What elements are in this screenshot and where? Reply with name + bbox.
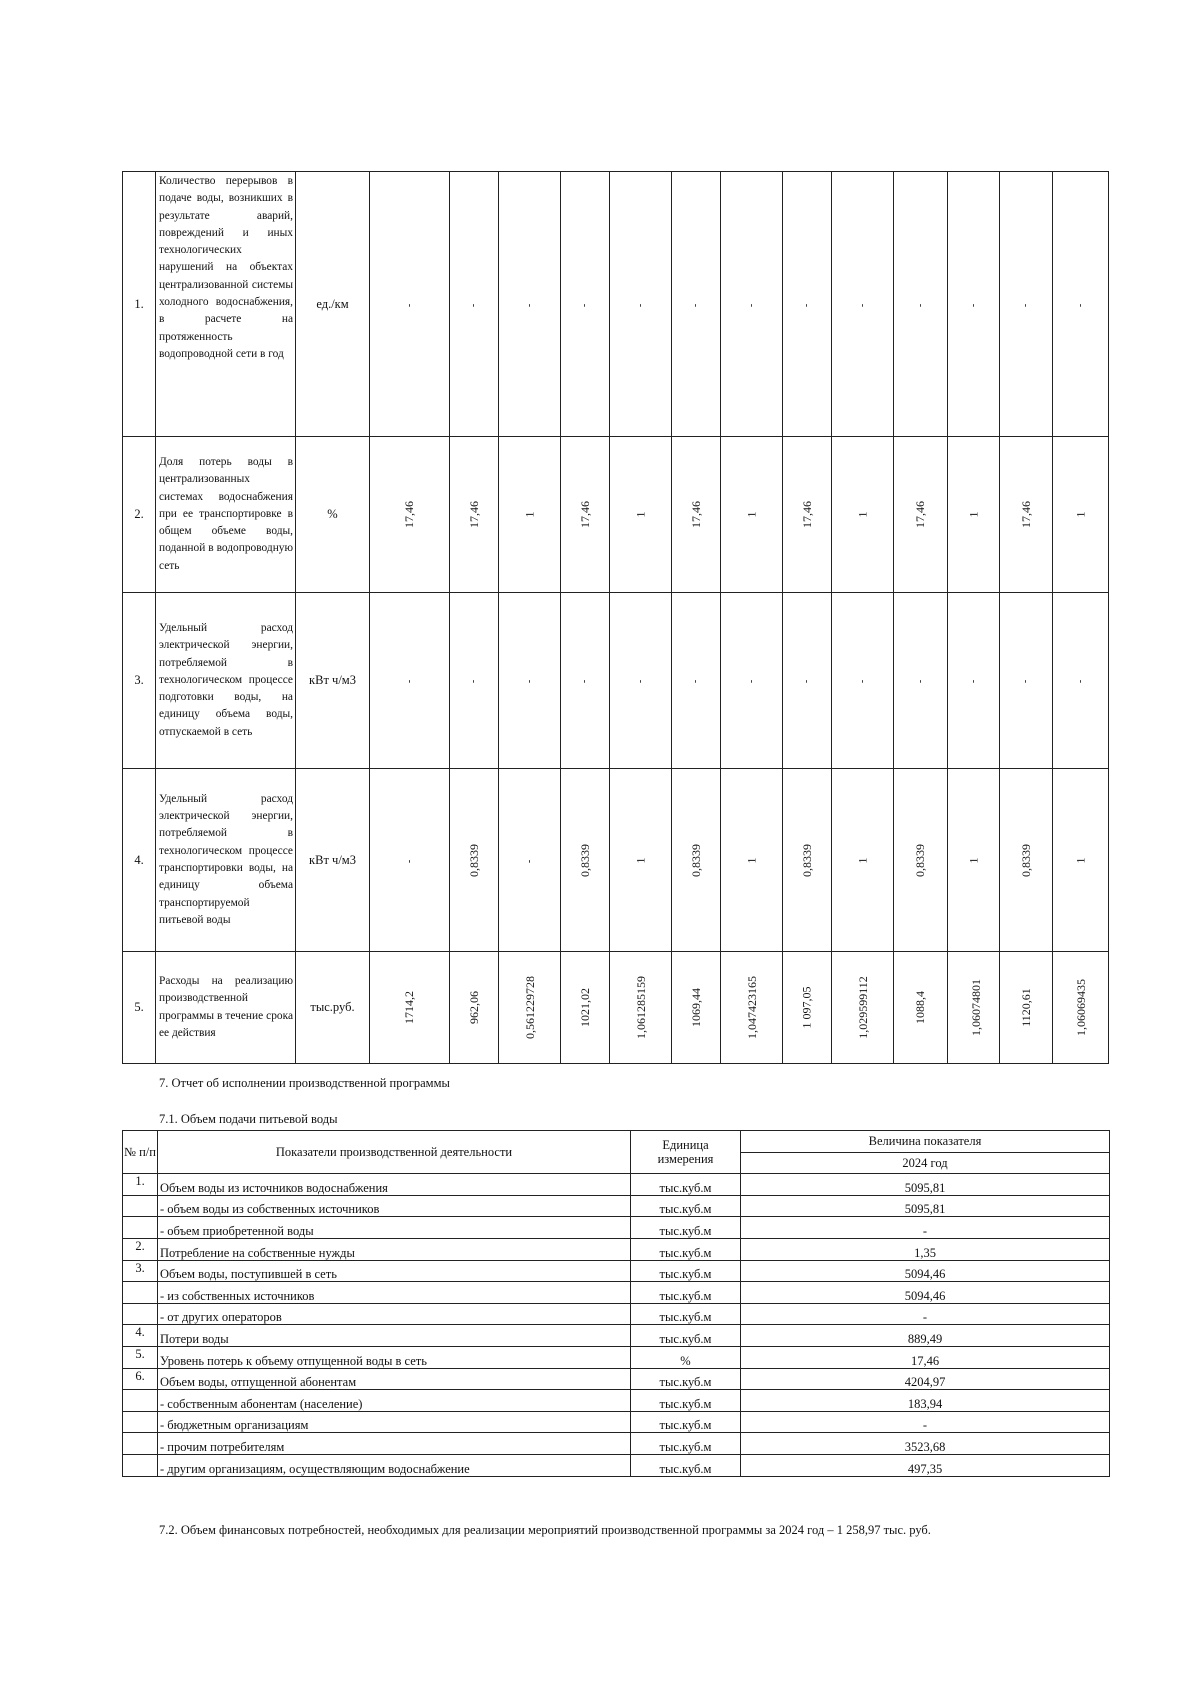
col-header-unit: Единица измерения	[631, 1131, 741, 1174]
indicator-value-cell	[721, 437, 783, 593]
indicator-value: 0,561229728	[523, 976, 537, 1039]
row-indicator: - прочим потребителям	[158, 1433, 631, 1455]
row-value: -	[741, 1303, 1110, 1325]
indicator-value-cell	[450, 172, 499, 437]
row-unit: тыс.куб.м	[631, 1433, 741, 1455]
water-row	[123, 1433, 1110, 1455]
indicator-unit: тыс.руб.	[296, 952, 370, 1064]
indicator-value-cell	[672, 437, 721, 593]
indicator-row	[123, 437, 1109, 593]
row-number: 5.	[123, 1346, 158, 1368]
indicator-name: Расходы на реализацию производственной программы в течение срока ее действия	[156, 952, 296, 1064]
indicator-value: 1	[744, 857, 758, 863]
indicator-value-cell	[948, 769, 1000, 952]
row-indicator: Объем воды из источников водоснабжения	[158, 1174, 631, 1196]
water-row	[123, 1411, 1110, 1433]
row-number	[123, 1195, 158, 1217]
water-row	[123, 1282, 1110, 1304]
indicator-value-cell	[1000, 437, 1053, 593]
indicator-value-cell	[561, 172, 610, 437]
indicator-value-cell	[832, 172, 894, 437]
indicator-value-cell	[450, 437, 499, 593]
indicator-value: 1088,4	[913, 991, 927, 1024]
row-value: 1,35	[741, 1238, 1110, 1260]
indicator-value-cell	[610, 172, 672, 437]
indicator-value: -	[1020, 679, 1032, 684]
indicator-value-cell	[948, 172, 1000, 437]
indicator-value-cell	[1053, 952, 1109, 1064]
water-supply-table	[122, 1130, 1110, 1477]
indicator-value: 1	[1073, 511, 1087, 518]
indicator-row	[123, 769, 1109, 952]
indicator-value: 17,46	[913, 501, 927, 528]
indicator-value: 1,061285159	[634, 976, 648, 1039]
indicator-value: 0,8339	[688, 843, 703, 877]
indicator-value: 17,46	[688, 501, 703, 528]
indicator-value: -	[857, 303, 868, 307]
indicator-value: -	[404, 679, 415, 684]
row-number	[123, 1390, 158, 1412]
indicators-table	[122, 171, 1109, 1064]
row-value: -	[741, 1217, 1110, 1239]
indicator-unit: кВт ч/м3	[296, 769, 370, 952]
row-unit: тыс.куб.м	[631, 1174, 741, 1196]
indicator-value-cell	[721, 593, 783, 769]
row-unit: тыс.куб.м	[631, 1390, 741, 1412]
row-number: 3.	[123, 593, 156, 769]
indicator-value-cell	[370, 769, 450, 952]
indicator-name: Количество перерывов в подаче воды, возникших в результате аварий, повреждений и иных технологических нарушений на объектах централизованной системы холодного водоснабжения, в расчете на протяженность водопроводной сети в год	[156, 172, 296, 437]
row-unit: тыс.куб.м	[631, 1368, 741, 1390]
indicator-name: Удельный расход электрической энергии, потребляемой в технологическом процессе транспортировки воды, на единицу объема транспортируемой питьевой воды	[156, 769, 296, 952]
indicator-value-cell	[370, 593, 450, 769]
indicator-value-cell	[1053, 437, 1109, 593]
indicator-row	[123, 952, 1109, 1064]
indicator-value-cell	[561, 437, 610, 593]
row-number: 2.	[123, 437, 156, 593]
indicator-value-cell	[499, 952, 561, 1064]
indicator-value-cell	[894, 769, 948, 952]
indicator-value: 17,46	[799, 501, 814, 528]
indicator-value-cell	[370, 172, 450, 437]
row-indicator: Потери воды	[158, 1325, 631, 1347]
water-row	[123, 1346, 1110, 1368]
indicator-value: -	[1020, 303, 1032, 307]
row-value: 4204,97	[741, 1368, 1110, 1390]
indicator-value-cell	[721, 952, 783, 1064]
indicator-value-cell	[450, 593, 499, 769]
indicator-value: -	[857, 679, 868, 684]
indicator-value-cell	[1053, 593, 1109, 769]
indicator-value: -	[968, 303, 979, 307]
indicator-value-cell	[499, 172, 561, 437]
water-row	[123, 1368, 1110, 1390]
indicator-value: 17,46	[1018, 501, 1033, 528]
indicator-value: 1,029599112	[855, 976, 870, 1039]
row-number	[123, 1411, 158, 1433]
water-row	[123, 1390, 1110, 1412]
row-value: 17,46	[741, 1346, 1110, 1368]
indicator-value: -	[915, 679, 926, 684]
indicator-value: -	[1075, 679, 1086, 684]
indicator-value-cell	[610, 593, 672, 769]
indicator-value: 1,06074801	[969, 979, 983, 1036]
indicator-unit: кВт ч/м3	[296, 593, 370, 769]
indicator-value-cell	[832, 593, 894, 769]
row-number: 5.	[123, 952, 156, 1064]
indicator-value: 1	[855, 857, 869, 863]
row-unit: тыс.куб.м	[631, 1303, 741, 1325]
row-number: 6.	[123, 1368, 158, 1390]
water-row	[123, 1174, 1110, 1196]
indicator-value: 0,8339	[799, 843, 814, 877]
indicator-value: -	[801, 303, 813, 307]
indicator-value-cell	[672, 593, 721, 769]
indicator-value-cell	[450, 769, 499, 952]
indicator-value-cell	[450, 952, 499, 1064]
indicator-value: 1120,61	[1018, 988, 1033, 1027]
indicator-value-cell	[499, 437, 561, 593]
row-indicator: - объем воды из собственных источников	[158, 1195, 631, 1217]
indicator-value-cell	[672, 172, 721, 437]
col-header-year: 2024 год	[741, 1152, 1110, 1174]
water-row	[123, 1303, 1110, 1325]
indicator-name: Доля потерь воды в централизованных системах водоснабжения при ее транспортировке в общем объеме воды, поданной в водопроводную сеть	[156, 437, 296, 593]
indicator-value: 17,46	[402, 501, 416, 528]
indicator-value: 1	[966, 511, 980, 518]
row-value: 5095,81	[741, 1195, 1110, 1217]
row-indicator: - другим организациям, осуществляющим водоснабжение	[158, 1454, 631, 1476]
row-unit: тыс.куб.м	[631, 1260, 741, 1282]
indicator-value: 1	[855, 511, 869, 518]
indicator-value: 962,06	[466, 991, 481, 1024]
row-number: 1.	[123, 1174, 158, 1196]
indicator-value: -	[524, 303, 535, 307]
row-indicator: Потребление на собственные нужды	[158, 1238, 631, 1260]
indicator-value: -	[468, 303, 480, 307]
indicator-value-cell	[948, 593, 1000, 769]
row-number	[123, 1303, 158, 1325]
indicator-value: 0,8339	[577, 843, 592, 877]
indicator-value-cell	[832, 437, 894, 593]
indicator-value-cell	[499, 593, 561, 769]
indicator-value: 1	[966, 857, 980, 863]
indicator-value: -	[690, 679, 702, 684]
indicator-value: -	[524, 859, 535, 863]
indicator-value-cell	[370, 952, 450, 1064]
indicator-value-cell	[832, 952, 894, 1064]
row-number	[123, 1454, 158, 1476]
indicator-value-cell	[672, 769, 721, 952]
indicator-value-cell	[948, 952, 1000, 1064]
section-7-2-text: 7.2. Объем финансовых потребностей, необходимых для реализации мероприятий производственной программы за 2024 год – 1 258,97 тыс. руб.	[159, 1523, 931, 1537]
row-indicator: - собственным абонентам (население)	[158, 1390, 631, 1412]
row-value: 3523,68	[741, 1433, 1110, 1455]
row-value: 497,35	[741, 1454, 1110, 1476]
indicator-value-cell	[610, 952, 672, 1064]
row-unit: тыс.куб.м	[631, 1217, 741, 1239]
row-unit: тыс.куб.м	[631, 1325, 741, 1347]
indicator-value-cell	[1000, 172, 1053, 437]
row-indicator: Объем воды, отпущенной абонентам	[158, 1368, 631, 1390]
indicator-value-cell	[721, 769, 783, 952]
indicator-value: -	[635, 679, 646, 684]
water-row	[123, 1454, 1110, 1476]
indicator-value: -	[746, 679, 757, 684]
indicator-value: 1	[744, 511, 758, 518]
indicator-value: -	[524, 679, 535, 684]
indicator-value-cell	[721, 172, 783, 437]
water-row	[123, 1260, 1110, 1282]
water-row	[123, 1217, 1110, 1239]
indicator-value-cell	[894, 593, 948, 769]
col-header-indicator: Показатели производственной деятельности	[158, 1131, 631, 1174]
indicator-value: 1	[522, 511, 536, 518]
indicator-value-cell	[783, 769, 832, 952]
indicator-value-cell	[894, 952, 948, 1064]
row-number	[123, 1433, 158, 1455]
indicator-value: -	[968, 679, 979, 684]
row-unit: тыс.куб.м	[631, 1411, 741, 1433]
indicator-row	[123, 593, 1109, 769]
row-unit: тыс.куб.м	[631, 1454, 741, 1476]
indicator-value: -	[690, 303, 702, 307]
indicator-value: 1069,44	[688, 988, 703, 1027]
indicator-value: 1,047423165	[745, 976, 759, 1039]
indicator-value-cell	[561, 952, 610, 1064]
indicator-value-cell	[610, 769, 672, 952]
indicator-value: -	[801, 679, 813, 684]
row-value: 183,94	[741, 1390, 1110, 1412]
indicator-value-cell	[672, 952, 721, 1064]
row-indicator: - от других операторов	[158, 1303, 631, 1325]
row-unit: тыс.куб.м	[631, 1238, 741, 1260]
indicator-unit: %	[296, 437, 370, 593]
row-value: 5094,46	[741, 1260, 1110, 1282]
row-value: 5094,46	[741, 1282, 1110, 1304]
row-number: 2.	[123, 1238, 158, 1260]
row-number: 1.	[123, 172, 156, 437]
indicator-value-cell	[894, 437, 948, 593]
indicator-value-cell	[783, 172, 832, 437]
section-7-1-title: 7.1. Объем подачи питьевой воды	[159, 1112, 338, 1126]
indicator-value: -	[1075, 303, 1086, 307]
indicator-value-cell	[1000, 593, 1053, 769]
col-header-num	[123, 1131, 158, 1174]
indicator-value-cell	[783, 437, 832, 593]
row-indicator: Уровень потерь к объему отпущенной воды в сеть	[158, 1346, 631, 1368]
water-row	[123, 1238, 1110, 1260]
water-row	[123, 1325, 1110, 1347]
indicator-value-cell	[832, 769, 894, 952]
indicator-value: -	[579, 303, 591, 307]
row-number: 4.	[123, 1325, 158, 1347]
indicator-value: 0,8339	[466, 843, 481, 877]
row-value: -	[741, 1411, 1110, 1433]
row-value: 889,49	[741, 1325, 1110, 1347]
indicator-value: -	[579, 679, 591, 684]
indicator-value-cell	[1000, 769, 1053, 952]
indicator-value-cell	[561, 593, 610, 769]
indicator-value: 1	[633, 857, 647, 863]
indicator-value: 0,8339	[1018, 843, 1033, 877]
indicator-value: 17,46	[466, 501, 481, 528]
indicator-value: 1 097,05	[799, 986, 814, 1029]
row-unit: тыс.куб.м	[631, 1195, 741, 1217]
indicator-value-cell	[783, 593, 832, 769]
indicator-value-cell	[499, 769, 561, 952]
row-number: 4.	[123, 769, 156, 952]
indicator-value: 1,06069435	[1074, 979, 1088, 1036]
header-num-label: № п/п	[124, 1145, 156, 1160]
indicator-value-cell	[610, 437, 672, 593]
indicator-value: -	[746, 303, 757, 307]
indicator-value-cell	[783, 952, 832, 1064]
indicator-value: -	[404, 859, 415, 863]
row-value: 5095,81	[741, 1174, 1110, 1196]
water-row	[123, 1195, 1110, 1217]
indicator-value: 1	[1073, 857, 1087, 863]
indicator-value: 17,46	[577, 501, 592, 528]
indicator-value-cell	[948, 437, 1000, 593]
indicator-value-cell	[1053, 769, 1109, 952]
indicator-value-cell	[1000, 952, 1053, 1064]
row-indicator: - из собственных источников	[158, 1282, 631, 1304]
row-number	[123, 1217, 158, 1239]
indicator-value: 1714,2	[402, 991, 416, 1024]
row-unit: %	[631, 1346, 741, 1368]
indicator-value: 0,8339	[913, 843, 927, 877]
indicator-unit: ед./км	[296, 172, 370, 437]
row-number: 3.	[123, 1260, 158, 1282]
indicator-value: 1	[633, 511, 647, 518]
indicator-value: -	[915, 303, 926, 307]
indicator-row	[123, 172, 1109, 437]
indicator-value-cell	[561, 769, 610, 952]
indicator-value-cell	[894, 172, 948, 437]
indicator-value: 1021,02	[577, 988, 592, 1027]
section-7-title: 7. Отчет об исполнении производственной программы	[159, 1076, 450, 1090]
row-indicator: - объем приобретенной воды	[158, 1217, 631, 1239]
indicator-value: -	[468, 679, 480, 684]
row-indicator: - бюджетным организациям	[158, 1411, 631, 1433]
col-header-value: Величина показателя	[741, 1131, 1110, 1153]
indicator-value-cell	[370, 437, 450, 593]
indicator-value: -	[635, 303, 646, 307]
row-indicator: Объем воды, поступившей в сеть	[158, 1260, 631, 1282]
row-unit: тыс.куб.м	[631, 1282, 741, 1304]
indicator-value: -	[404, 303, 415, 307]
indicator-name: Удельный расход электрической энергии, потребляемой в технологическом процессе подготовки воды, на единицу объема воды, отпускаемой в сеть	[156, 593, 296, 769]
row-number	[123, 1282, 158, 1304]
indicator-value-cell	[1053, 172, 1109, 437]
